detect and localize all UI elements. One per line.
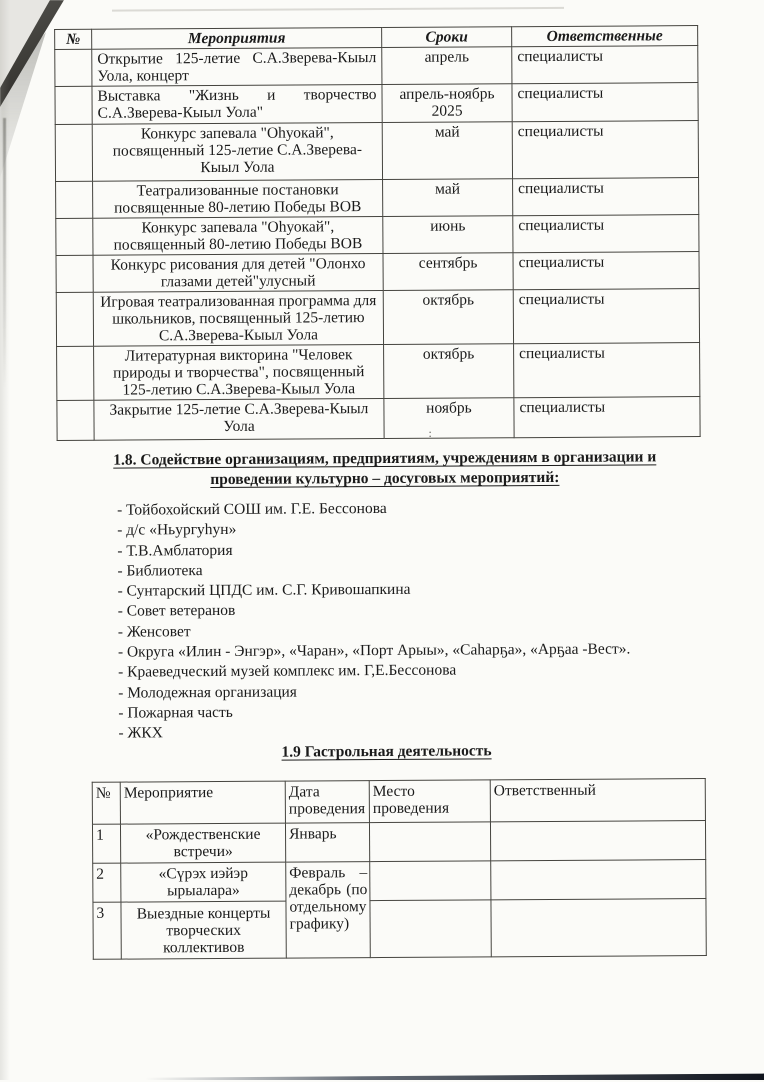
cell-place: [369, 822, 490, 862]
cell-date-merged: Февраль – декабрь (по отдельному графику): [286, 862, 371, 959]
list-item: - д/с «Ньургуhун»: [117, 521, 237, 539]
cell-event: Выставка "Жизнь и творчество С.А.Зверева-Кыыл Уола": [92, 84, 382, 124]
cell-dates: июнь: [383, 216, 513, 254]
cell-event: Конкурс рисования для детей "Олонхо глазами детей"улусный: [93, 253, 383, 292]
list-item: - Округа «Илин - Энгэр», «Чаран», «Порт Арыы», «Саhарҕа», «Арҕаа -Вест».: [117, 640, 631, 661]
scan-speck: :: [428, 427, 432, 440]
heading-line: 1.8. Содействие организациям, предприятиям, учреждениям в организации и: [113, 448, 657, 469]
cell-responsible: специалисты: [512, 121, 698, 179]
cell-dates: май: [382, 122, 512, 180]
list-item: - Пожарная часть: [118, 703, 233, 722]
cell-event: «Рождественские встречи»: [120, 823, 285, 863]
cell-number: [56, 255, 93, 292]
list-item: - Библиотека: [117, 561, 203, 580]
table-row: [93, 860, 706, 903]
cell-dates: май: [383, 179, 513, 217]
table-row: [56, 252, 699, 293]
header-responsible: Ответственный: [490, 779, 705, 822]
cell-dates: сентябрь: [383, 253, 513, 291]
list-item: - Сунтарский ЦПДС им. С.Г. Кривошапкина: [117, 581, 411, 600]
header-event: Мероприятия: [92, 27, 382, 49]
table-row: [57, 397, 700, 441]
cell-dates: апрель-ноябрь 2025: [382, 84, 512, 123]
cell-number: [56, 292, 93, 346]
cell-number: 2: [93, 863, 121, 902]
cell-responsible: специалисты: [512, 46, 698, 84]
cell-number: [55, 86, 92, 124]
table-row: [56, 215, 699, 256]
cell-number: [56, 181, 93, 218]
cell-dates: апрель: [382, 47, 512, 85]
list-item: - Молодежная организация: [118, 683, 297, 702]
list-item: - Краеведческий музей комплекс им. Г,Е.Бессонова: [117, 661, 457, 681]
cell-number: 1: [92, 824, 120, 863]
cell-event: Конкурс запевала "Оhуокай", посвященный 125-летие С.А.Зверева-Кыыл Уола: [92, 122, 382, 181]
list-item: - Т.В.Амблатория: [117, 541, 233, 560]
cell-responsible: специалисты: [514, 397, 700, 438]
header-date: Дата проведения: [285, 781, 369, 824]
cell-number: [55, 124, 92, 181]
table-row: [55, 83, 698, 125]
cell-dates: ноябрь: [384, 398, 514, 439]
cell-event: Выездные концерты творческих коллективов: [121, 901, 286, 959]
cell-event: Закрытие 125-летие С.А.Зверева-Кыыл Уола: [94, 398, 384, 440]
cell-number: [57, 400, 94, 440]
cell-dates: октябрь: [383, 290, 513, 345]
events-table: [54, 25, 701, 441]
cell-number: [56, 218, 93, 255]
table-row: [93, 899, 706, 960]
header-event: Мероприятие: [120, 781, 285, 824]
cell-responsible: специалисты: [512, 83, 698, 122]
header-responsible: Ответственные: [512, 26, 698, 47]
table-row: [92, 821, 705, 864]
cell-responsible: [490, 821, 705, 861]
header-dates: Сроки: [382, 27, 512, 48]
heading-line: проведении культурно – досуговых мероприятий:: [210, 468, 560, 489]
previous-table-edge-artifact: [112, 7, 564, 12]
section-1-8-heading: [60, 447, 710, 491]
table-row: [56, 178, 699, 219]
cell-responsible: специалисты: [514, 343, 700, 398]
table-row: [57, 343, 700, 401]
cell-number: [55, 49, 92, 86]
cell-event: Театрализованные постановки посвященные 80-летию Победы ВОВ: [93, 179, 383, 218]
list-item: - Совет ветеранов: [117, 602, 236, 621]
cell-responsible: специалисты: [513, 178, 699, 216]
cell-number: [57, 346, 94, 400]
cell-responsible: специалисты: [513, 215, 699, 253]
cell-responsible: специалисты: [513, 252, 699, 290]
cell-responsible: [491, 899, 706, 957]
list-item: - Тойбохойский СОШ им. Г.Е. Бессонова: [117, 499, 387, 519]
tours-table: [92, 778, 707, 960]
cell-event: Игровая театрализованная программа для школьников, посвященный 125-летию С.А.Зверева-Кыыл Уола: [93, 290, 383, 346]
cell-responsible: специалисты: [513, 289, 699, 344]
cell-dates: октябрь: [384, 344, 514, 399]
header-place: Место проведения: [369, 780, 490, 823]
cell-event: Конкурс запевала "Оhуокай", посвященный 80-летию Победы ВОВ: [93, 216, 383, 255]
cell-event: Открытие 125-летие С.А.Зверева-Кыыл Уола, концерт: [92, 47, 382, 86]
header-number: №: [92, 782, 120, 824]
cell-responsible: [491, 860, 706, 900]
table-header-row: [92, 779, 705, 825]
table-row: [56, 289, 699, 347]
list-item: - Женсовет: [117, 622, 191, 641]
cell-date: Январь: [285, 823, 369, 863]
cell-place: [370, 861, 491, 901]
cell-event: «Сүрэх иэйэр ырыалара»: [121, 862, 286, 902]
cell-number: 3: [93, 902, 121, 959]
cell-place: [370, 900, 491, 958]
cell-event: Литературная викторина "Человек природы и творчества", посвященный 125-летию С.А.Зверева-Кыыл Уола: [94, 344, 384, 400]
header-number: №: [55, 29, 92, 49]
table-row: [55, 46, 698, 87]
list-item: - ЖКХ: [118, 724, 163, 742]
partner-organizations-list: [117, 497, 631, 744]
section-1-9-heading: 1.9 Гастрольная деятельность: [281, 742, 492, 761]
table-row: [55, 121, 698, 182]
